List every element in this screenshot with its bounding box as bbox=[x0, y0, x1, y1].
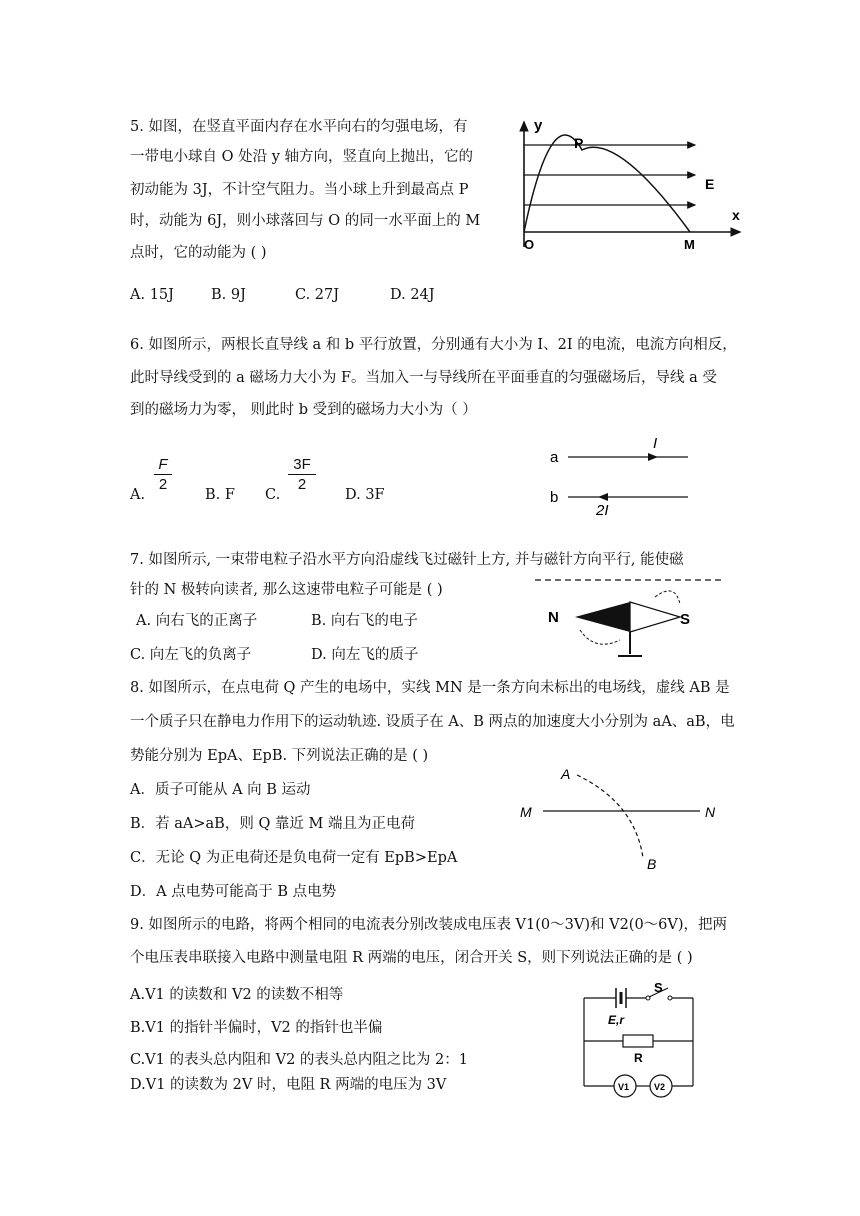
q5-o-label: O bbox=[524, 237, 535, 252]
q9-source-label: E,r bbox=[608, 1013, 625, 1027]
q6-wires-figure bbox=[548, 432, 698, 516]
q9-line-2: 个电压表串联接入电路中测量电阻 R 两端的电压，闭合开关 S，则下列说法正确的是 ( ) bbox=[130, 950, 693, 966]
q5-option-d: D. 24J bbox=[390, 287, 435, 303]
q7-n-label: N bbox=[548, 609, 559, 626]
q8-line-3: 势能分别为 EpA、EpB. 下列说法正确的是 ( ) bbox=[130, 748, 429, 764]
q6-option-a-numerator: F bbox=[158, 456, 168, 473]
q9-option-c: C.V1 的表头总内阻和 V2 的表头总内阻之比为 2：1 bbox=[130, 1052, 468, 1068]
q6-wire-b-label: b bbox=[550, 489, 559, 506]
q7-option-a: A. 向右飞的正离子 bbox=[136, 613, 258, 629]
q5-trajectory-figure bbox=[512, 112, 752, 257]
q8-option-d: D．A 点电势可能高于 B 点电势 bbox=[130, 884, 337, 900]
q6-current-2i-label: 2I bbox=[596, 502, 609, 516]
q9-v1-label: V1 bbox=[618, 1082, 630, 1092]
q6-line-1: 6. 如图所示，两根长直导线 a 和 b 平行放置，分别通有大小为 I、2I 的电流，电流方向相反， bbox=[130, 337, 737, 353]
q5-x-label: x bbox=[732, 207, 740, 223]
q8-a-label: A bbox=[561, 766, 571, 782]
q5-p-label: P bbox=[574, 135, 584, 151]
q6-option-a-denominator: 2 bbox=[158, 476, 168, 493]
q6-option-c-fraction bbox=[288, 456, 316, 493]
q6-option-a-label: A. bbox=[130, 487, 146, 503]
q5-line-1: 5. 如图，在竖直平面内存在水平向右的匀强电场，有 bbox=[130, 119, 468, 135]
q8-option-c: C．无论 Q 为正电荷还是负电荷一定有 EpB>EpA bbox=[130, 850, 458, 866]
q5-line-3: 初动能为 3J，不计空气阻力。当小球上升到最高点 P bbox=[130, 182, 469, 198]
q8-line-1: 8. 如图所示，在点电荷 Q 产生的电场中，实线 MN 是一条方向未标出的电场线，虚线 AB 是 bbox=[130, 680, 730, 696]
q9-v2-label: V2 bbox=[654, 1082, 666, 1092]
q5-option-b: B. 9J bbox=[211, 287, 246, 303]
q8-m-label: M bbox=[520, 804, 532, 820]
q7-option-b: B. 向右飞的电子 bbox=[311, 613, 418, 629]
q6-wire-a-label: a bbox=[550, 449, 559, 466]
q8-n-label: N bbox=[705, 804, 716, 820]
q9-option-d: D.V1 的读数为 2V 时，电阻 R 两端的电压为 3V bbox=[130, 1077, 447, 1093]
q8-line-2: 一个质子只在静电力作用下的运动轨迹. 设质子在 A、B 两点的加速度大小分别为 aA、aB，电 bbox=[130, 714, 735, 730]
q9-resistor-label: R bbox=[634, 1051, 643, 1065]
q6-current-i-label: I bbox=[653, 435, 658, 452]
q9-circuit-figure bbox=[578, 978, 708, 1103]
q6-option-a-fraction bbox=[154, 456, 172, 493]
q5-e-label: E bbox=[705, 176, 715, 192]
q5-line-5: 点时，它的动能为 ( ) bbox=[130, 245, 267, 261]
q7-option-d: D. 向左飞的质子 bbox=[311, 647, 419, 663]
q5-option-c: C. 27J bbox=[295, 287, 340, 303]
q7-option-c: C. 向左飞的负离子 bbox=[130, 647, 252, 663]
q5-line-2: 一带电小球自 O 处沿 y 轴方向，竖直向上抛出，它的 bbox=[130, 149, 474, 165]
q9-switch-label: S bbox=[654, 980, 663, 995]
q6-option-c-denominator: 2 bbox=[297, 476, 307, 493]
q6-line-2: 此时导线受到的 a 磁场力大小为 F。当加入一与导线所在平面垂直的匀强磁场后，导线 a 受 bbox=[130, 370, 717, 386]
q8-option-b: B．若 aA>aB，则 Q 靠近 M 端且为正电荷 bbox=[130, 816, 416, 832]
q5-y-label: y bbox=[534, 117, 543, 134]
q6-option-b: B. F bbox=[205, 487, 235, 503]
q7-s-label: S bbox=[680, 611, 691, 628]
q7-line-2: 针的 N 极转向读者, 那么这速带电粒子可能是 ( ) bbox=[130, 582, 443, 598]
q6-option-c-numerator: 3F bbox=[293, 456, 311, 473]
q6-option-d: D. 3F bbox=[345, 487, 385, 503]
q8-field-line-figure bbox=[515, 763, 735, 873]
q5-line-4: 时，动能为 6J，则小球落回与 O 的同一水平面上的 M bbox=[130, 213, 481, 229]
q6-option-c-label: C. bbox=[265, 487, 281, 503]
q8-b-label: B bbox=[647, 856, 657, 872]
q5-m-label: M bbox=[684, 237, 695, 252]
q7-line-1: 7. 如图所示, 一束带电粒子沿水平方向沿虚线飞过磁针上方, 并与磁针方向平行, 能使磁 bbox=[130, 552, 684, 568]
q9-option-a: A.V1 的读数和 V2 的读数不相等 bbox=[130, 987, 344, 1003]
q9-option-b: B.V1 的指针半偏时，V2 的指针也半偏 bbox=[130, 1020, 383, 1036]
q8-option-a: A．质子可能从 A 向 B 运动 bbox=[130, 782, 311, 798]
q9-line-1: 9. 如图所示的电路，将两个相同的电流表分别改装成电压表 V1(0～3V)和 V2(0～6V)，把两 bbox=[130, 917, 728, 933]
q7-compass-figure bbox=[530, 572, 730, 662]
q5-option-a: A. 15J bbox=[130, 287, 174, 303]
q6-line-3: 到的磁场力为零， 则此时 b 受到的磁场力大小为（ ） bbox=[130, 402, 477, 418]
